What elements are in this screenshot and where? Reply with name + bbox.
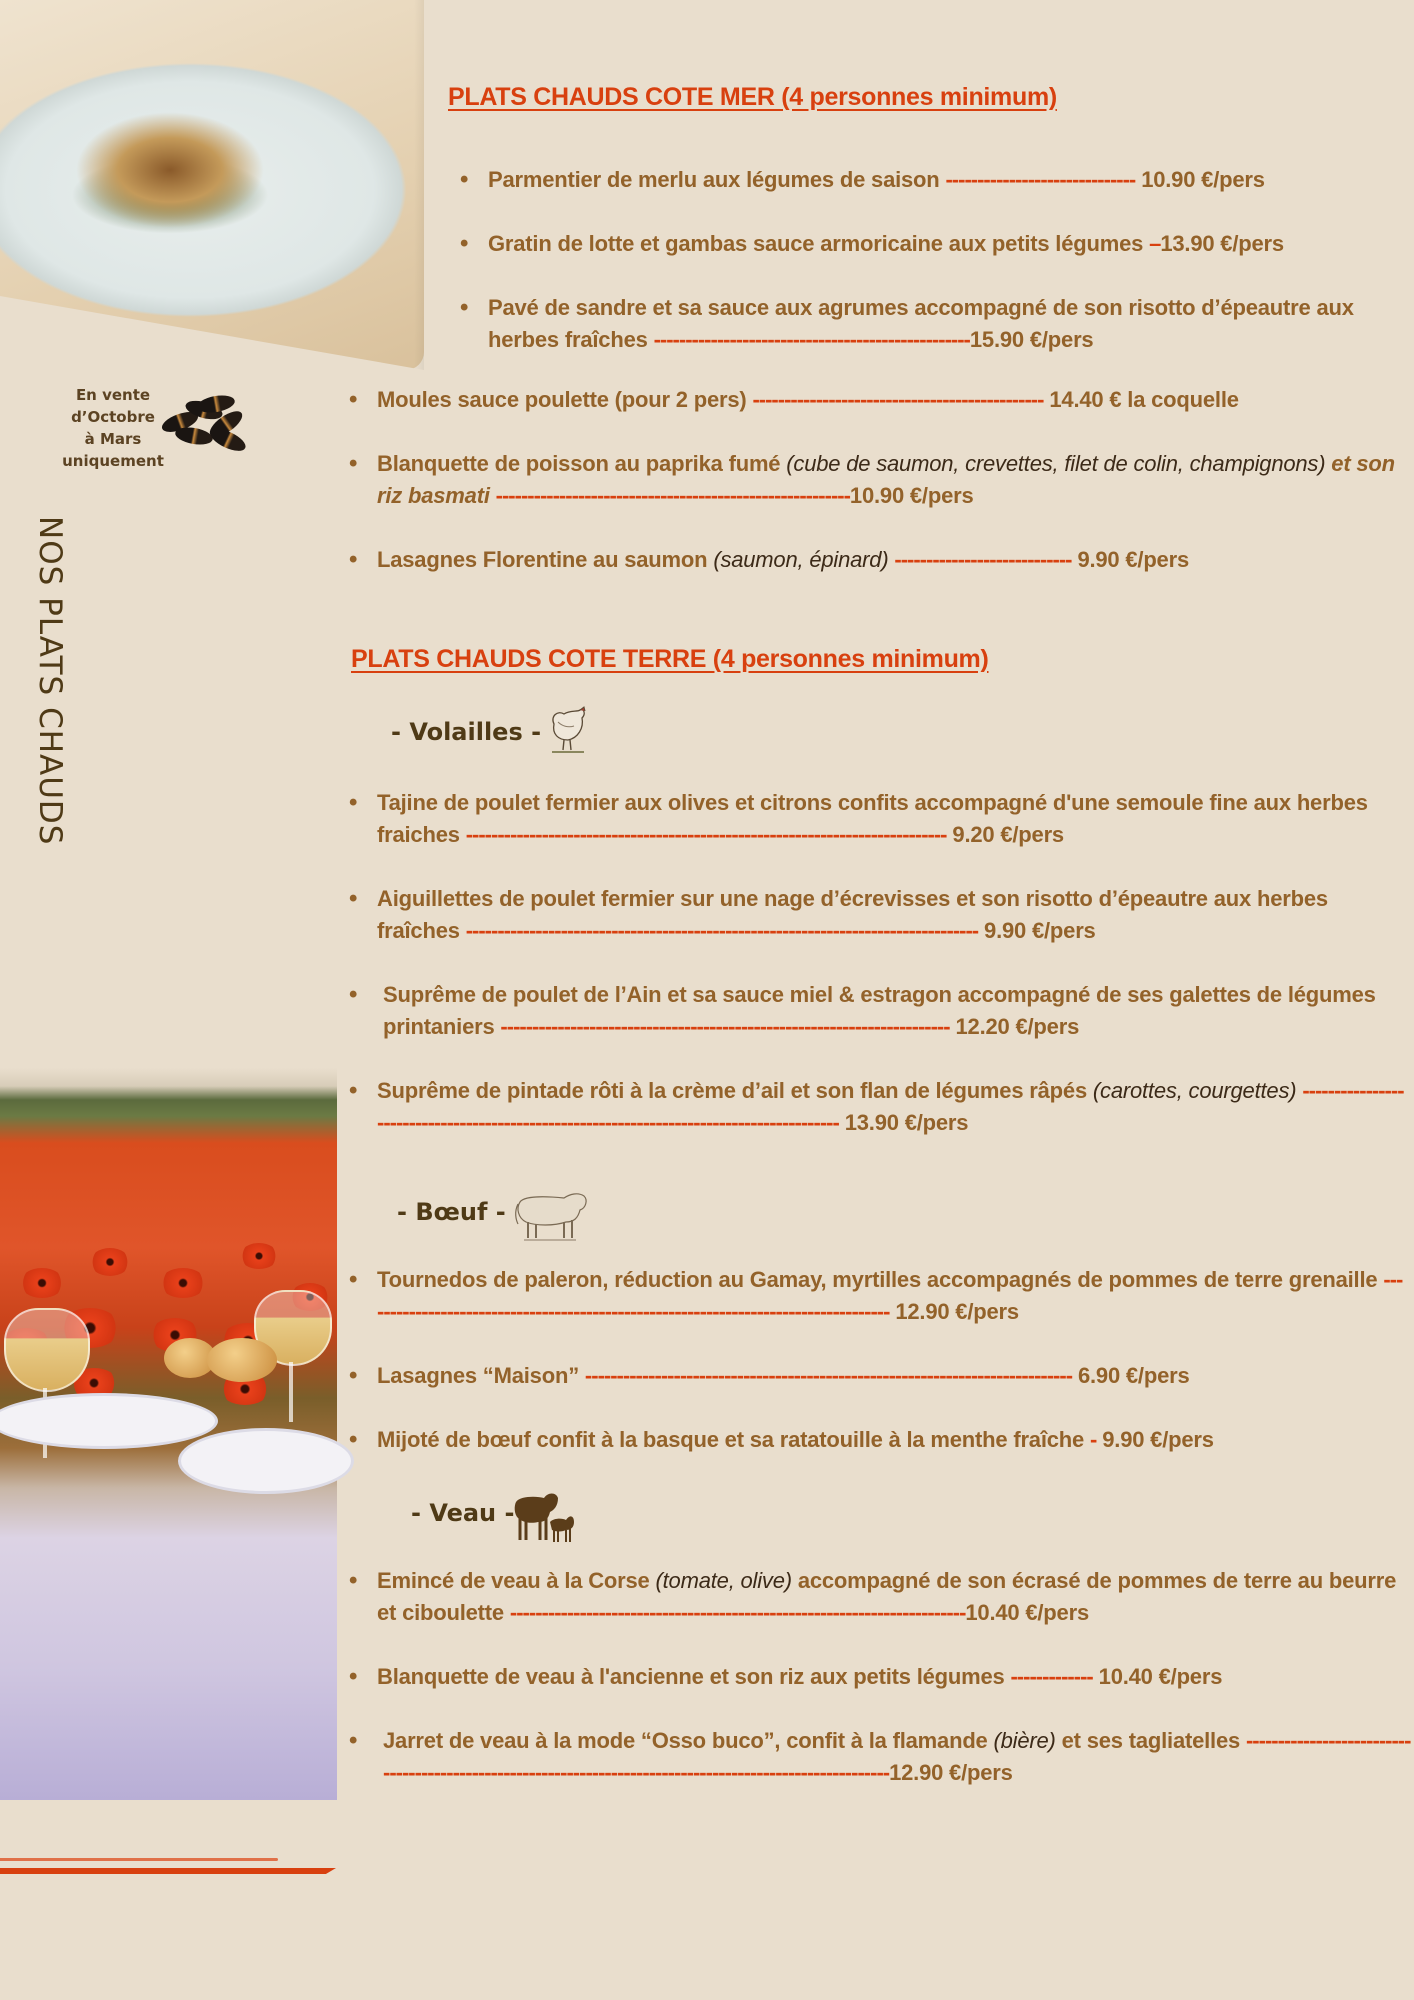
menu-item	[377, 979, 1407, 1043]
leader-dots: ------------------------------	[945, 167, 1136, 192]
dish-name-continued: et ses tagliatelles	[1061, 1728, 1241, 1753]
leader-dots: -----------------------------------------------------------------------------	[584, 1363, 1073, 1388]
menu-item	[377, 1725, 1412, 1789]
dish-price: 10.40 €/pers	[965, 1600, 1089, 1625]
menu-item	[488, 228, 1408, 260]
cow-and-calf-icon	[514, 1488, 576, 1546]
menu-item	[488, 292, 1408, 356]
dish-name-continued: accompagné de son écrasé de pommes de terre au beurre et ciboulette	[377, 1568, 1397, 1625]
leader-dots: -------------	[1010, 1664, 1093, 1689]
leader-dots: ----------------------------	[894, 547, 1072, 572]
menu-item	[377, 544, 1407, 576]
dish-name: Tajine de poulet fermier aux olives et citrons confits accompagné d'une semoule fine aux herbes fraiches	[377, 790, 1368, 847]
dish-name: Blanquette de poisson au paprika fumé	[377, 451, 781, 476]
menu-item	[377, 1661, 1412, 1693]
menu-item	[377, 1565, 1412, 1629]
leader-dots: ---------------------------------------------------------------------------------	[465, 918, 979, 943]
dish-description: (cube de saumon, crevettes, filet de colin, champignons)	[786, 451, 1326, 476]
dish-price: 10.90 €/pers	[1141, 167, 1265, 192]
dish-price: 12.20 €/pers	[955, 1014, 1080, 1039]
leader-dots: ------------------------------------------------------------------------------------	[377, 1267, 1403, 1324]
dish-name: Tournedos de paleron, réduction au Gamay, myrtilles accompagnés de pommes de terre grenaille	[377, 1267, 1378, 1292]
dish-price: 9.90 €/pers	[984, 918, 1096, 943]
menu-list-boeuf	[377, 1264, 1407, 1456]
dish-price: 15.90 €/pers	[969, 327, 1094, 352]
dish-name: Blanquette de veau à l'ancienne et son riz aux petits légumes	[377, 1664, 1005, 1689]
menu-list-mer-bottom	[377, 384, 1407, 576]
dish-price: 14.40 € la coquelle	[1049, 387, 1239, 412]
season-note-line: uniquement	[62, 452, 164, 470]
menu-item	[377, 1264, 1407, 1328]
section-title-terre: PLATS CHAUDS COTE TERRE (4 personnes minimum)	[351, 645, 989, 673]
decorative-rule-thin	[0, 1858, 278, 1861]
season-note-line: En vente	[75, 386, 151, 404]
leader-dots: -----------------------------------------------------------------------------------------	[377, 1078, 1404, 1135]
leader-dots: ----------------------------------------------	[752, 387, 1044, 412]
lasagna-photo	[0, 0, 424, 370]
menu-item	[377, 883, 1407, 947]
dish-description: (saumon, épinard)	[713, 547, 889, 572]
dish-name: Suprême de pintade rôti à la crème d’ail et son flan de légumes râpés	[377, 1078, 1087, 1103]
mussels-icon	[157, 396, 257, 454]
menu-list-mer-top	[488, 164, 1408, 356]
subhead-volailles: - Volailles -	[391, 718, 542, 746]
section-title-mer: PLATS CHAUDS COTE MER (4 personnes minimum)	[448, 83, 1057, 111]
dish-price: 9.20 €/pers	[952, 822, 1064, 847]
menu-item	[377, 1360, 1407, 1392]
dish-side: et son riz basmati	[377, 451, 1395, 508]
dish-price: 12.90 €/pers	[889, 1760, 1013, 1785]
dish-price: 10.40 €/pers	[1098, 1664, 1223, 1689]
dish-price: 9.90 €/pers	[1077, 547, 1189, 572]
dish-price: 12.90 €/pers	[895, 1299, 1019, 1324]
menu-list-volailles	[377, 787, 1407, 1139]
dish-description: (tomate, olive)	[655, 1568, 792, 1593]
dish-description: (bière)	[993, 1728, 1056, 1753]
leader-dots: ----------------------------------------------------------------------------------------------------------	[383, 1728, 1411, 1785]
dish-name: Jarret de veau à la mode “Osso buco”, confit à la flamande	[383, 1728, 988, 1753]
subhead-boeuf: - Bœuf -	[397, 1198, 506, 1226]
season-note-line: à Mars	[84, 430, 142, 448]
season-note-line: d’Octobre	[71, 408, 155, 426]
leader-dots: --------------------------------------------------------	[495, 483, 850, 508]
dish-price: 6.90 €/pers	[1077, 1363, 1190, 1388]
menu-item	[377, 448, 1407, 512]
dish-name: Emincé de veau à la Corse	[377, 1568, 650, 1593]
cow-icon	[514, 1188, 592, 1242]
menu-list-veau	[377, 1565, 1412, 1789]
dish-name: Lasagnes “Maison”	[377, 1363, 579, 1388]
dish-name: Moules sauce poulette (pour 2 pers)	[377, 387, 747, 412]
dish-name: Aiguillettes de poulet fermier sur une nage d’écrevisses et son risotto d’épeautre aux herbes fraîches	[377, 886, 1328, 943]
leader-dots: -----------------------------------------------------------------------	[500, 1014, 950, 1039]
menu-item	[377, 1424, 1407, 1456]
menu-item	[377, 384, 1407, 416]
decorative-rule-thick	[0, 1868, 336, 1874]
dish-price: 13.90 €/pers	[1160, 231, 1284, 256]
dish-name: Parmentier de merlu aux légumes de saison	[488, 167, 940, 192]
leader-dots: ------------------------------------------------------------------------	[509, 1600, 966, 1625]
leader-dots: -	[1090, 1427, 1097, 1452]
subhead-veau: - Veau -	[411, 1499, 515, 1527]
menu-item	[488, 164, 1408, 196]
menu-item	[377, 1075, 1407, 1139]
dish-name: Lasagnes Florentine au saumon	[377, 547, 708, 572]
dish-name: Suprême de poulet de l’Ain et sa sauce miel & estragon accompagné de ses galettes de légumes printaniers	[383, 982, 1376, 1039]
dish-price: 9.90 €/pers	[1102, 1427, 1214, 1452]
dish-price: 10.90 €/pers	[849, 483, 974, 508]
dish-name: Gratin de lotte et gambas sauce armoricaine aux petits légumes	[488, 231, 1144, 256]
leader-dots: –	[1149, 231, 1161, 256]
chicken-icon	[544, 706, 590, 756]
dish-name: Pavé de sandre et sa sauce aux agrumes accompagné de son risotto d’épeautre aux herbes fraîches	[488, 295, 1354, 352]
menu-item	[377, 787, 1407, 851]
page-vertical-title: NOS PLATS CHAUDS	[32, 516, 68, 846]
poppy-dinner-photo	[0, 1068, 337, 1800]
dish-description: (carottes, courgettes)	[1092, 1078, 1297, 1103]
dish-price: 13.90 €/pers	[844, 1110, 969, 1135]
leader-dots: --------------------------------------------------	[653, 327, 970, 352]
dish-name: Mijoté de bœuf confit à la basque et sa ratatouille à la menthe fraîche	[377, 1427, 1085, 1452]
leader-dots: ----------------------------------------------------------------------------	[465, 822, 947, 847]
